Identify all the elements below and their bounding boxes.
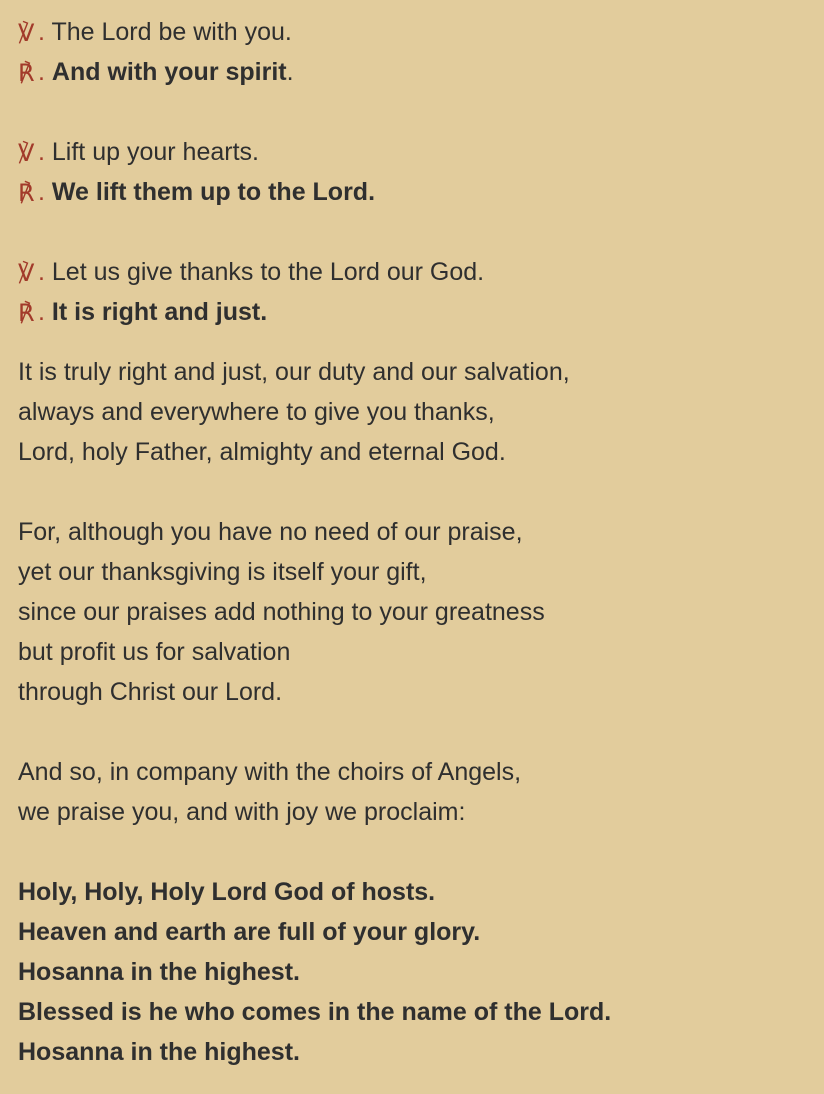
response-symbol: ℟ bbox=[18, 299, 35, 327]
versicle-symbol: ℣ bbox=[18, 19, 35, 47]
versicle-text: Lift up your hearts. bbox=[51, 138, 259, 166]
response-text: We lift them up to the Lord. bbox=[51, 178, 376, 206]
preface-line: For, although you have no need of our praise, bbox=[18, 518, 523, 546]
sanctus-line: Holy, Holy, Holy Lord God of hosts. bbox=[18, 878, 436, 906]
versicle-symbol: ℣ bbox=[18, 139, 35, 167]
preface-line: always and everywhere to give you thanks, bbox=[18, 398, 495, 426]
preface-line: And so, in company with the choirs of Angels, bbox=[18, 758, 522, 786]
preface-line: It is truly right and just, our duty and our salvation, bbox=[18, 358, 570, 386]
versicle-symbol: ℣ bbox=[18, 259, 35, 287]
sanctus-line: Heaven and earth are full of your glory. bbox=[18, 918, 481, 946]
response-line: ℟ . It is right and just. bbox=[18, 298, 268, 327]
response-trailing: . bbox=[286, 58, 294, 86]
preface-line: Lord, holy Father, almighty and eternal God. bbox=[18, 438, 506, 466]
versicle-line: ℣ . Lift up your hearts. bbox=[18, 138, 259, 167]
versicle-text: Let us give thanks to the Lord our God. bbox=[51, 258, 485, 286]
preface-line: we praise you, and with joy we proclaim: bbox=[18, 798, 466, 826]
sanctus-line: Blessed is he who comes in the name of the Lord. bbox=[18, 998, 612, 1026]
response-symbol: ℟ bbox=[18, 179, 35, 207]
sanctus-line: Hosanna in the highest. bbox=[18, 1038, 300, 1066]
versicle-line: ℣ . The Lord be with you. bbox=[18, 18, 292, 47]
response-text: And with your spirit bbox=[51, 58, 287, 86]
response-line: ℟ . We lift them up to the Lord. bbox=[18, 178, 376, 207]
versicle-line: ℣ . Let us give thanks to the Lord our God. bbox=[18, 258, 485, 287]
preface-line: yet our thanksgiving is itself your gift, bbox=[18, 558, 427, 586]
preface-line: but profit us for salvation bbox=[18, 638, 291, 666]
response-text: It is right and just. bbox=[51, 298, 268, 326]
sanctus-line: Hosanna in the highest. bbox=[18, 958, 300, 986]
response-symbol: ℟ bbox=[18, 59, 35, 87]
preface-line: through Christ our Lord. bbox=[18, 678, 283, 706]
preface-line: since our praises add nothing to your greatness bbox=[18, 598, 545, 626]
response-line: ℟ . And with your spirit. bbox=[18, 58, 294, 87]
versicle-text: The Lord be with you. bbox=[51, 18, 292, 46]
